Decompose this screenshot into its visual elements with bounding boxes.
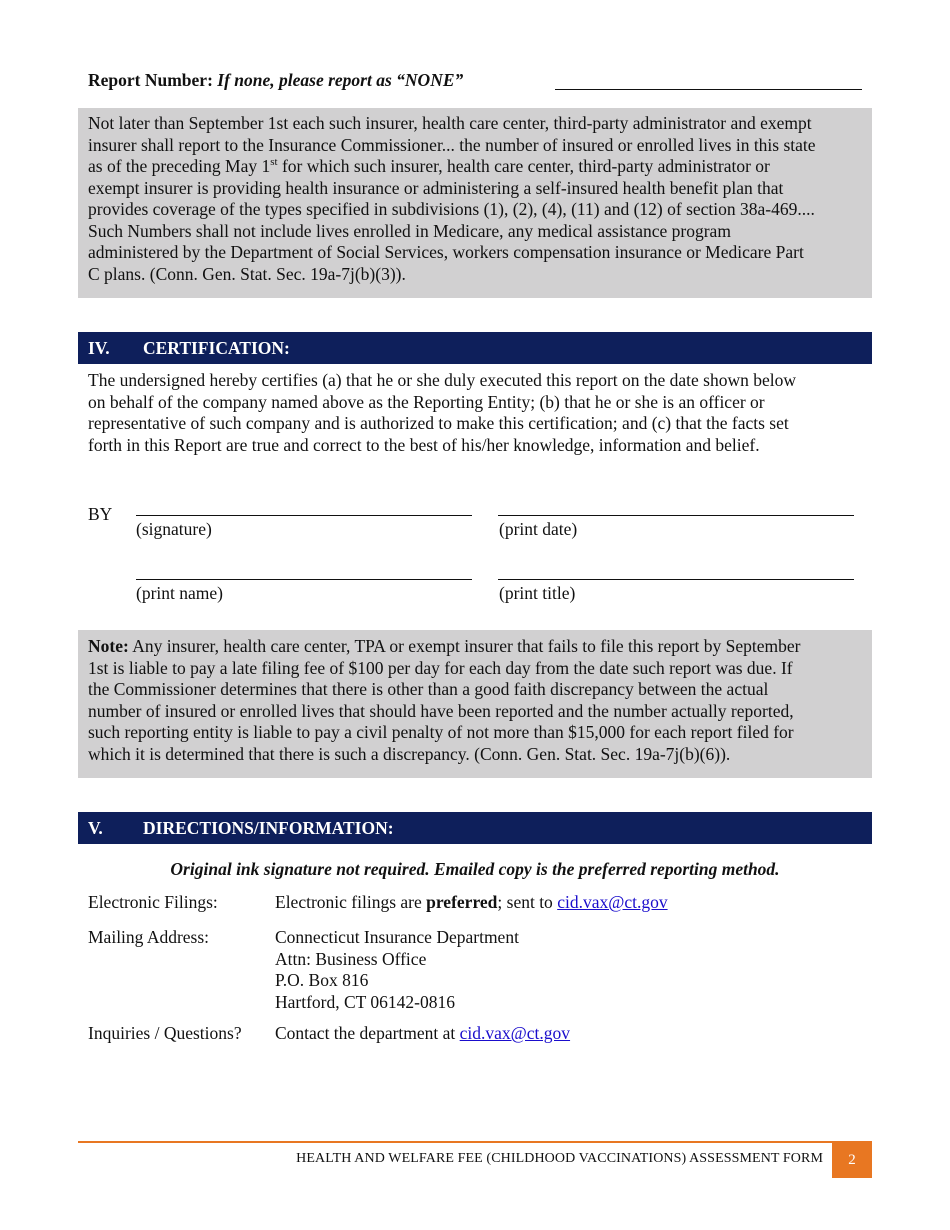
- statute-line: C plans. (Conn. Gen. Stat. Sec. 19a-7j(b)(3)).: [88, 263, 406, 284]
- address-line: P.O. Box 816: [275, 970, 369, 990]
- report-number-blank-line[interactable]: [555, 89, 862, 90]
- note-line: such reporting entity is liable to pay a civil penalty of not more than $15,000 for each report filed for: [88, 722, 794, 742]
- note-line: Note: Any insurer, health care center, TPA or exempt insurer that fails to file this report by September: [88, 636, 801, 656]
- certification-line: representative of such company and is authorized to make this certification; and (c) that the facts set: [88, 413, 789, 433]
- statute-line: exempt insurer is providing health insurance or administering a self-insured health benefit plan that: [88, 177, 784, 198]
- statute-line: insurer shall report to the Insurance Commissioner... the number of insured or enrolled lives in this state: [88, 134, 816, 155]
- inquiries-label: Inquiries / Questions?: [88, 1023, 242, 1043]
- print-name-caption: (print name): [136, 583, 223, 603]
- print-name-line[interactable]: [136, 579, 472, 580]
- signature-line[interactable]: [136, 515, 472, 516]
- section-header-directions: [78, 812, 872, 844]
- address-line: Hartford, CT 06142-0816: [275, 991, 455, 1012]
- mailing-address-value: [275, 927, 519, 1013]
- note-line: 1st is liable to pay a late filing fee of $100 per day for each day from the date such report was due. If: [88, 657, 793, 678]
- certification-text: [88, 370, 858, 456]
- section-title: DIRECTIONS/INFORMATION:: [143, 818, 394, 838]
- certification-line: The undersigned hereby certifies (a) that he or she duly executed this report on the date shown below: [88, 370, 797, 390]
- section-header-certification: [78, 332, 872, 364]
- address-line: Connecticut Insurance Department: [275, 927, 519, 947]
- directive-text: Original ink signature not required. Emailed copy is the preferred reporting method.: [170, 859, 780, 879]
- statute-line: Such Numbers shall not include lives enrolled in Medicare, any medical assistance program: [88, 220, 731, 241]
- statute-line: provides coverage of the types specified in subdivisions (1), (2), (4), (11) and (12) of section 38a-469....: [88, 199, 815, 219]
- print-title-caption: (print title): [499, 583, 576, 603]
- note-line: the Commissioner determines that there is other than a good faith discrepancy between the actual: [88, 679, 769, 699]
- by-label: BY: [88, 504, 113, 524]
- print-date-line[interactable]: [498, 515, 854, 516]
- statute-box: [78, 108, 872, 298]
- statute-line: as of the preceding May 1st for which such insurer, health care center, third-party administrator or: [88, 156, 770, 176]
- print-date-caption: (print date): [499, 519, 578, 539]
- note-box: [78, 630, 872, 778]
- email-link[interactable]: cid.vax@ct.gov: [557, 892, 668, 912]
- email-link[interactable]: cid.vax@ct.gov: [459, 1023, 571, 1043]
- note-label: Note:: [88, 636, 129, 656]
- note-line: number of insured or enrolled lives that should have been reported and the number actually reported,: [88, 700, 794, 721]
- electronic-filings-label: Electronic Filings:: [88, 892, 218, 912]
- superscript: st: [270, 156, 278, 169]
- section-number: V.: [88, 818, 103, 838]
- signature-caption: (signature): [136, 519, 212, 539]
- statute-line: Not later than September 1st each such insurer, health care center, third-party administrator and exempt: [88, 113, 812, 133]
- statute-line: administered by the Department of Social Services, workers compensation insurance or Medicare Part: [88, 242, 804, 262]
- report-number-row: [88, 70, 868, 94]
- inquiries-value: Contact the department at cid.vax@ct.gov: [275, 1023, 571, 1043]
- footer-rule: [78, 1141, 872, 1143]
- footer-title: HEALTH AND WELFARE FEE (CHILDHOOD VACCINATIONS) ASSESSMENT FORM: [296, 1151, 823, 1166]
- certification-line: on behalf of the company named above as the Reporting Entity; (b) that he or she is an officer or: [88, 391, 765, 412]
- mailing-address-label: Mailing Address:: [88, 927, 210, 947]
- section-title: CERTIFICATION:: [143, 338, 290, 358]
- report-number-hint: If none, please report as “NONE”: [217, 70, 464, 90]
- section-number: IV.: [88, 338, 110, 358]
- report-number-label: Report Number:: [88, 70, 213, 90]
- page-number: 2: [832, 1143, 872, 1178]
- certification-line: forth in this Report are true and correct to the best of his/her knowledge, information and belief.: [88, 434, 760, 455]
- electronic-filings-value: Electronic filings are preferred; sent to cid.vax@ct.gov: [275, 892, 668, 912]
- note-line: which it is determined that there is such a discrepancy. (Conn. Gen. Stat. Sec. 19a-7j(b)(6)).: [88, 743, 731, 764]
- address-line: Attn: Business Office: [275, 948, 427, 969]
- print-title-line[interactable]: [498, 579, 854, 580]
